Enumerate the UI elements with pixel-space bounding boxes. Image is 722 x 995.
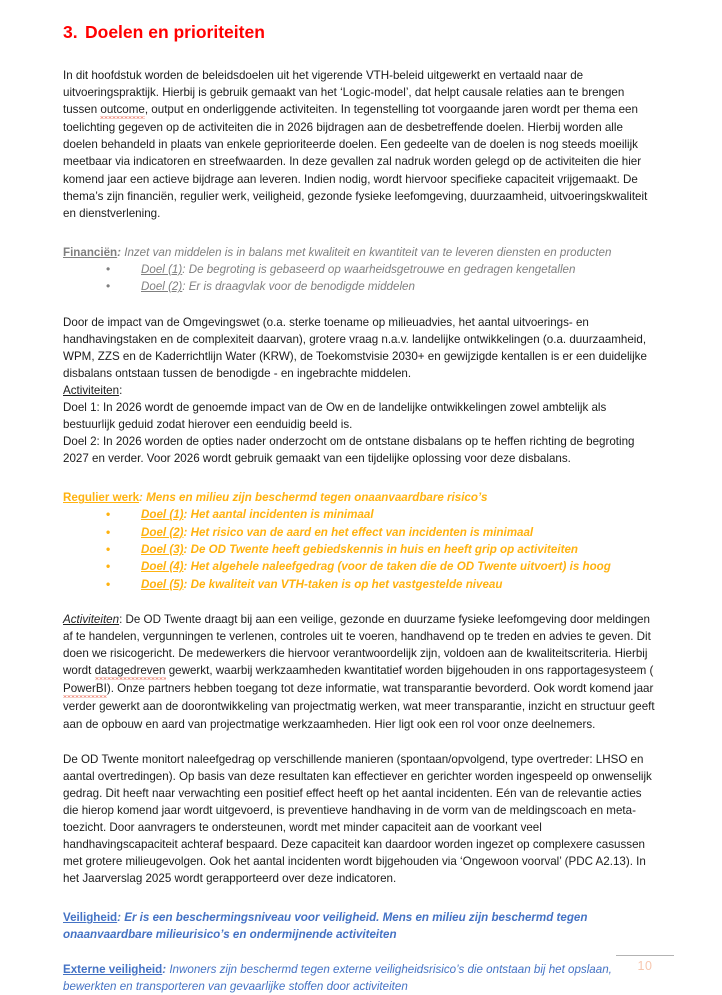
footer-divider xyxy=(616,955,674,956)
theme-heading-externe-veiligheid xyxy=(63,961,659,995)
spacer xyxy=(63,296,659,314)
goal-list-regulier-werk xyxy=(63,506,659,592)
spacer xyxy=(63,944,659,961)
theme-heading-regulier-werk xyxy=(63,489,659,506)
page-title xyxy=(63,22,659,43)
chapter-title: Doelen en prioriteiten xyxy=(85,22,265,42)
activiteiten-label: Activiteiten xyxy=(63,612,120,626)
chapter-number: 3. xyxy=(63,22,78,42)
list-item xyxy=(63,558,659,575)
spellcheck-word-datagedreven: datagedreven xyxy=(95,662,166,680)
spacer xyxy=(63,467,659,489)
spacer xyxy=(63,593,659,611)
goal-label: Doel (1) xyxy=(141,508,184,522)
theme-label-regulier-werk: Regulier werk xyxy=(63,491,140,505)
activiteiten-text-part3: ). Onze partners hebben toegang tot deze informatie, wat transparantie bevorderd. Ook wordt komend jaar verder gewerkt aan de doorontwikkeling van projectmatig werken, wat meer transparantie, inzicht en structuur geeft aan de opbouw en aard van projectmatige werkzaamheden. Hier ligt ook een rol voor onze deelnemers. xyxy=(63,682,655,731)
list-item xyxy=(63,576,659,593)
goal-text: : De kwaliteit van VTH-taken is op het vastgestelde niveau xyxy=(183,577,503,591)
list-item xyxy=(63,524,659,541)
list-item xyxy=(63,506,659,523)
regulier-werk-monitoring-paragraph: De OD Twente monitort naleefgedrag op verschillende manieren (spontaan/opvolgend, type overtreder: LHSO en aantal overtredingen). Op basis van deze resultaten kan effectiever en gerichter worden ingespeeld op onwenselijk gedrag. Dit heeft naar verwachting een positief effect heeft op het aantal incidenten. Eén van de relevantie acties die hierop komend jaar wordt uitgevoerd, is preventieve handhaving in de vorm van de meldingscoach en meta-toezicht. Door aanvragers te ondersteunen, wordt met minder capaciteit aan de voorkant veel handhavingscapaciteit achteraf bespaard. Deze capaciteit kan daardoor worden ingezet op complexere casussen met grotere milieugevolgen. Ook het aantal incidenten wordt bijgehouden via ‘Ongewoon voorval’ (PDC A2.13). In het Jaarverslag 2025 wordt gerapporteerd over deze indicatoren. xyxy=(63,752,652,886)
page-footer xyxy=(606,955,684,973)
goal-text: : Het risico van de aard en het effect van incidenten is minimaal xyxy=(183,525,534,539)
goal-label: Doel (3) xyxy=(141,543,184,557)
intro-text-part2: , output en onderliggende activiteiten. In tegenstelling tot voorgaande jaren wordt per thema een toelichting gegeven op de activiteiten die in 2026 bijdragen aan de desbetreffende doelen. Hierbij worden alle doelen behandeld in plaats van enkele geprioriteerde doelen. Een gedeelte van de doelen is nog steeds moeilijk meetbaar via indicatoren en streefwaarden. In deze gevallen zal nadruk worden gelegd op de activiteiten die hier komend jaar een actieve bijdrage aan leveren. Indien nodig, wordt hiervoor specifieke capaciteit vrijgemaakt. De thema’s zijn financiën, regulier werk, veiligheid, gezonde fysieke leefomgeving, duurzaamheid, uitvoeringskwaliteit en dienstverlening. xyxy=(63,103,648,220)
goal-label: Doel (4) xyxy=(141,560,184,574)
goal-label: Doel (1) xyxy=(141,262,183,276)
activiteiten-label: Activiteiten xyxy=(63,383,120,397)
theme-separator: : xyxy=(139,491,147,505)
goal-text: : Het aantal incidenten is minimaal xyxy=(183,508,374,522)
theme-description-veiligheid: Er is een beschermingsniveau voor veiligheid. Mens en milieu zijn beschermd tegen onaanvaardbare milieurisico’s en ondermijnende activiteiten xyxy=(63,911,588,942)
goal-text: : De begroting is gebaseerd op waarheidsgetrouwe en gedragen kengetallen xyxy=(182,262,576,276)
theme-label-externe-veiligheid: Externe veiligheid xyxy=(63,962,163,976)
page-content xyxy=(63,22,659,995)
goal-label: Doel (2) xyxy=(141,525,184,539)
spacer xyxy=(63,733,659,751)
theme-heading-veiligheid xyxy=(63,909,659,943)
spellcheck-word-powerbi: PowerBI xyxy=(63,680,107,698)
goal-label: Doel (2) xyxy=(141,280,183,294)
list-item xyxy=(63,278,659,295)
theme-description-externe-veiligheid: Inwoners zijn beschermd tegen externe veiligheidsrisico’s die ontstaan bij het opslaan, bewerkten en transporteren van gevaarlijke stoffen door activiteiten xyxy=(63,962,612,993)
list-item xyxy=(63,541,659,558)
goal-text: : Er is draagvlak voor de benodigde middelen xyxy=(182,280,415,294)
spacer xyxy=(63,887,659,909)
intro-text-part1: In dit hoofdstuk worden de beleidsdoelen uit het vigerende VTH-beleid uitgewerkt en vertaald naar de uitvoeringspraktijk. Hierbij is gebruik gemaakt van het ‘Logic-model’, dat helpt causale relaties aan te brengen tussen xyxy=(63,69,625,117)
spellcheck-word-outcome: outcome xyxy=(100,101,144,119)
activiteiten-text-part2: gewerkt, waarbij werkzaamheden kwantitatief worden bijgehouden in ons rapportagesysteem ( xyxy=(165,664,654,678)
page-number: 10 xyxy=(637,958,653,973)
theme-separator: : xyxy=(117,245,125,259)
goal-text: : De OD Twente heeft gebiedskennis in huis en heeft grip op activiteiten xyxy=(183,543,578,557)
activiteiten-text-part1: : De OD Twente draagt bij aan een veilige, gezonde en duurzame fysieke leefomgeving door meldingen af te handelen, vergunningen te verlenen, controles uit te voeren, handhavend op te treden en advies te geven. Dit doen we risicogericht. De medewerkers die hiervoor verantwoordelijk zijn, voldoen aan de kwaliteitscriteria. Hierbij wordt xyxy=(63,612,651,678)
goal-label: Doel (5) xyxy=(141,577,184,591)
financien-activiteiten-label-line xyxy=(63,382,659,399)
financien-activiteiten-line-2: Doel 2: In 2026 worden de opties nader onderzocht om de ontstane disbalans op te heffen richting de begroting 2027 en verder. Voor 2026 wordt gebruik gemaakt van een tijdelijke oplossing voor deze disbalans. xyxy=(63,435,635,466)
theme-description-regulier-werk: Mens en milieu zijn beschermd tegen onaanvaardbare risico’s xyxy=(146,491,488,505)
theme-separator: : xyxy=(162,962,170,976)
spacer xyxy=(63,222,659,244)
intro-paragraph xyxy=(63,67,659,222)
financien-activiteiten-line-1: Doel 1: In 2026 wordt de genoemde impact van de Ow en de landelijke ontwikkelingen zowel ambtelijk als bestuurlijk geduid zodat hierover een eenduidig beeld is. xyxy=(63,401,607,432)
activiteiten-colon: : xyxy=(119,383,123,397)
theme-description-financien: Inzet van middelen is in balans met kwaliteit en kwantiteit van te leveren diensten en producten xyxy=(124,245,612,259)
list-item xyxy=(63,261,659,278)
goal-list-financien xyxy=(63,261,659,296)
goal-text: : Het algehele naleefgedrag (voor de taken die de OD Twente uitvoert) is hoog xyxy=(183,560,611,574)
financien-body-paragraph: Door de impact van de Omgevingswet (o.a. sterke toename op milieuadvies, het aantal uitvoerings- en handhavingstaken en de complexiteit daarvan), grotere vraag n.a.v. landelijke ontwikkelingen (o.a. duurzaamheid, WPM, ZZS en de Kaderrichtlijn Water (KRW), de Toekomstvisie 2030+ en gewijzigde kentallen is er een duidelijke disbalans ontstaan tussen de benodigde - en ingebrachte middelen. xyxy=(63,315,647,380)
theme-separator: : xyxy=(117,911,125,925)
theme-heading-financien xyxy=(63,244,659,261)
theme-label-veiligheid: Veiligheid xyxy=(63,911,118,925)
regulier-werk-activiteiten-paragraph xyxy=(63,611,659,733)
theme-label-financien: Financiën xyxy=(63,245,118,259)
